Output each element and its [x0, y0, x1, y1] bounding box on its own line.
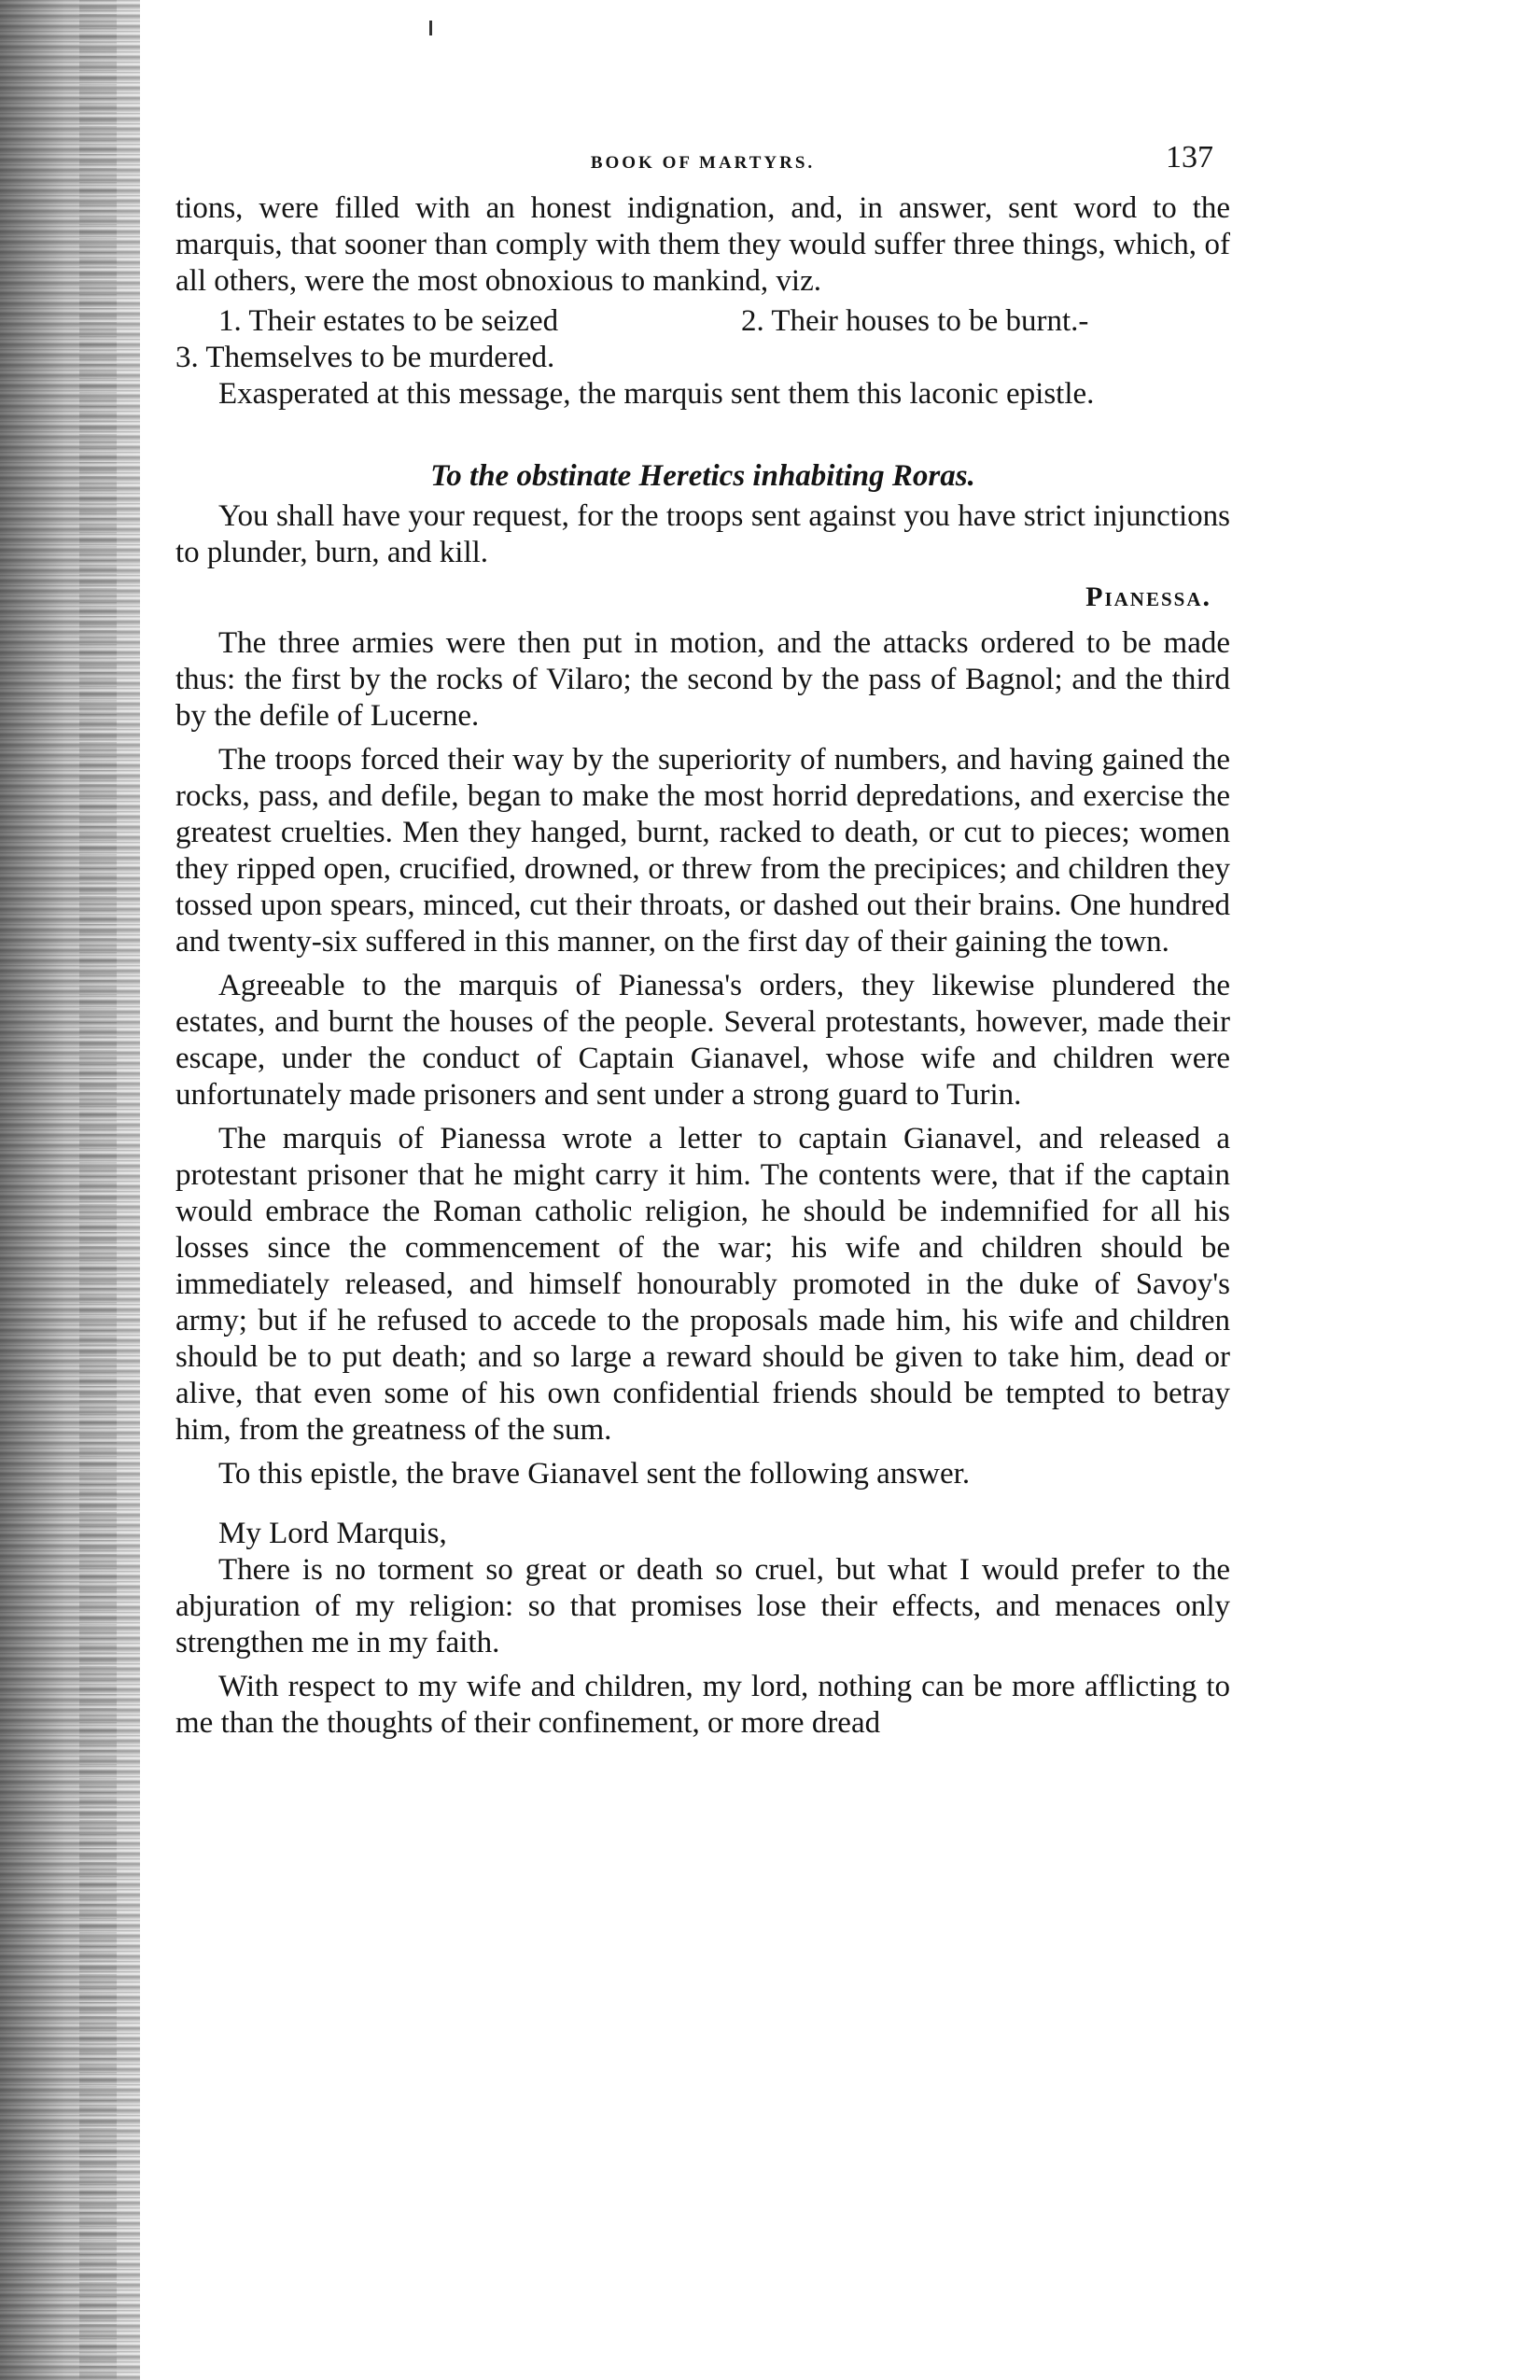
- answer-paragraph: There is no torment so great or death so cruel, but what I would prefer to the abjuration of my religion: so that promises lose their effects, and menaces only strengthen me in my faith.: [175, 1553, 1230, 1659]
- paragraph-letter-offer: The marquis of Pianessa wrote a letter to captain Gianavel, and released a protestant prisoner that he might carry it him. The contents were, that if the captain would embrace the Roman catholic religion, he should be indemnified for all his losses since the commencement of the war; his wife and children should be immediately released, and himself honourably promoted in the duke of Savoy's army; but if he refused to accede to the proposals made him, his wife and children should be to put death; and so large a reward should be given to take him, dead or alive, that even some of his own confidential friends should be tempted to betray him, from the greatness of the sum.: [175, 1122, 1230, 1447]
- list-row: [175, 340, 1230, 376]
- list-item-houses: 2. Their houses to be burnt.-: [741, 304, 1089, 338]
- paragraph-cruelties: The troops forced their way by the superiority of numbers, and having gained the rocks, pass, and defile, began to make the most horrid depredations, and exercise the greatest cruelties. Men they hanged, burnt, racked to death, or cut to pieces; women they ripped open, crucified, drowned, or threw from the precipices; and children they tossed upon spears, minced, cut their throats, or dashed out their brains. One hundred and twenty-six suffered in this manner, on the first day of their gaining the town.: [175, 743, 1230, 959]
- letter-heading: To the obstinate Heretics inhabiting Roras.: [430, 459, 975, 493]
- paragraph-answer-intro: To this epistle, the brave Gianavel sent the following answer.: [218, 1457, 971, 1491]
- scan-speck: [429, 21, 432, 35]
- list-row: [175, 303, 1230, 340]
- paragraph-armies: The three armies were then put in motion, and the attacks ordered to be made thus: the first by the rocks of Vilaro; the second by the pass of Bagnol; and the third by the defile of Lucerne.: [175, 626, 1230, 733]
- scanned-page-edge: [0, 0, 140, 2380]
- running-title: BOOK OF MARTYRS.: [590, 153, 816, 173]
- answer-paragraph: With respect to my wife and children, my lord, nothing can be more afflicting to me than the thoughts of their confinement, or more dread: [175, 1670, 1230, 1740]
- page-number: 137: [1166, 140, 1213, 175]
- paragraph-epistle-intro: Exasperated at this message, the marquis sent them this laconic epistle.: [218, 377, 1095, 411]
- list-item-estates: 1. Their estates to be seized: [218, 304, 559, 338]
- paragraph-plunder: Agreeable to the marquis of Pianessa's orders, they likewise plundered the estates, and burnt the houses of the people. Several protestants, however, made their escape, under the conduct of Captain Gianavel, whose wife and children were unfortunately made prisoners and sent under a strong guard to Turin.: [175, 969, 1230, 1112]
- scanned-page-binding-shadow: [79, 0, 117, 2380]
- paragraph-continuation: tions, were filled with an honest indignation, and, in answer, sent word to the marquis, that sooner than comply with them they would suffer three things, which, of all others, were the most obnoxious to mankind, viz.: [175, 191, 1230, 298]
- answer-salutation: My Lord Marquis,: [218, 1517, 447, 1550]
- book-page: [175, 140, 1230, 1742]
- letter-body: You shall have your request, for the troops sent against you have strict injunctions to plunder, burn, and kill.: [175, 499, 1230, 569]
- running-head: [175, 140, 1230, 190]
- list-item-murdered: 3. Themselves to be murdered.: [175, 341, 555, 374]
- threat-list: [175, 303, 1230, 376]
- letter-signature: Pianessa.: [1085, 581, 1211, 612]
